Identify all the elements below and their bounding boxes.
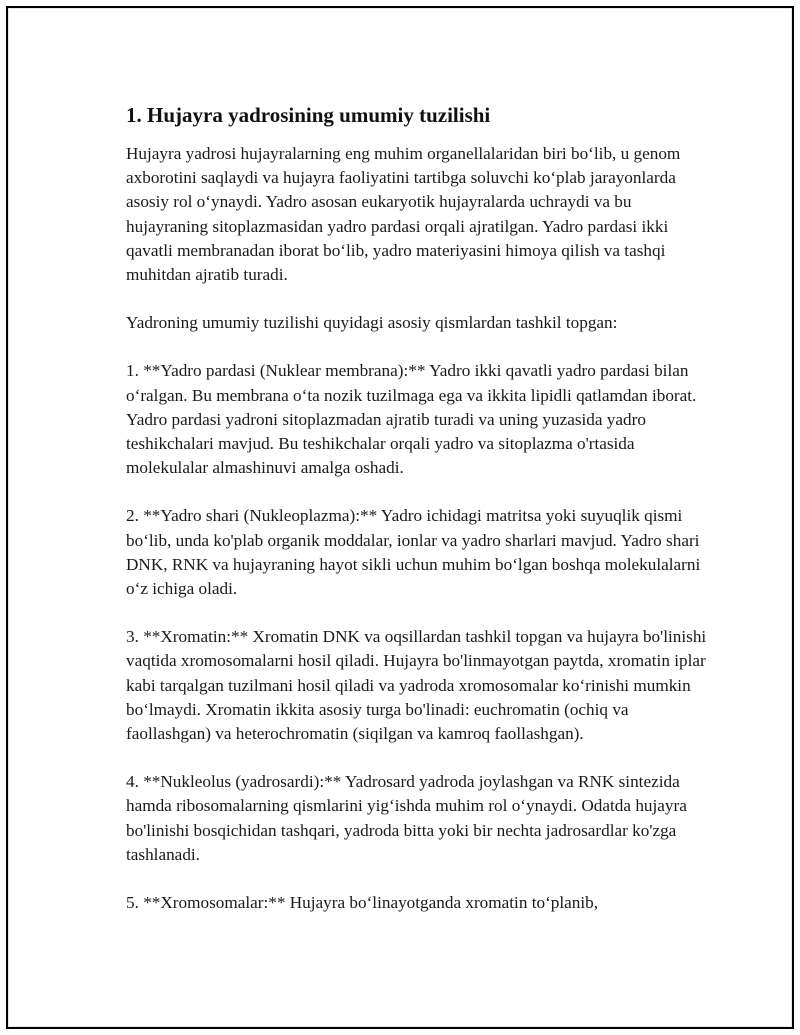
list-item-nuclear-membrane: 1. **Yadro pardasi (Nuklear membrana):** Yadro ikki qavatli yadro pardasi bilan o‘ralgan. Bu membrana o‘ta nozik tuzilmaga ega va ikkita lipidli qatlamdan iborat. Yadro pardasi yadroni sitoplazmadan ajratib turadi va uning yuzasida yadro teshikchalari mavjud. Bu teshikchalar orqali yadro va sitoplazma o'rtasida molekulalar almashinuvi amalga oshadi.: [126, 361, 697, 478]
intro-paragraph: Hujayra yadrosi hujayralarning eng muhim organellalaridan biri bo‘lib, u genom axborotini saqlaydi va hujayra faoliyatini tartibga soluvchi ko‘plab jarayonlarda asosiy rol o‘ynaydi. Yadro asosan eukaryotik hujayralarda uchraydi va bu hujayraning sitoplazmasidan yadro pardasi orqali ajratilgan. Yadro pardasi ikki qavatli membranadan iborat bo‘lib, yadro materiyasini himoya qilish va tashqi muhitdan ajratib turadi.: [126, 144, 681, 285]
structure-lead-paragraph: Yadroning umumiy tuzilishi quyidagi asosiy qismlardan tashkil topgan:: [126, 313, 618, 333]
list-item-nucleoplasm: 2. **Yadro shari (Nukleoplazma):** Yadro ichidagi matritsa yoki suyuqlik qismi bo‘lib, unda ko'plab organik moddalar, ionlar va yadro sharlari mavjud. Yadro shari DNK, RNK va hujayraning hayot sikli uchun muhim bo‘lgan boshqa molekulalarni o‘z ichiga oladi.: [126, 506, 701, 599]
page-frame: [6, 6, 794, 1029]
document-body: [126, 102, 716, 939]
list-item-nucleolus: 4. **Nukleolus (yadrosardi):** Yadrosard yadroda joylashgan va RNK sintezida hamda ribosomalarning qismlarini yig‘ishda muhim rol o‘ynaydi. Odatda hujayra bo'linishi bosqichidan tashqari, yadroda bitta yoki bir nechta jadrosardlar ko'zga tashlanadi.: [126, 772, 687, 864]
list-item-chromosomes: 5. **Xromosomalar:** Hujayra bo‘linayotganda xromatin to‘planib,: [126, 893, 599, 913]
list-item-chromatin: 3. **Xromatin:** Xromatin DNK va oqsillardan tashkil topgan va hujayra bo'linishi vaqtida xromosomalarni hosil qiladi. Hujayra bo'linmayotgan paytda, xromatin iplar kabi tarqalgan tuzilmani hosil qiladi va yadroda xromosomalar ko‘rinishi mumkin bo‘lmaydi. Xromatin ikkita asosiy turga bo'linadi: euchromatin (ochiq va faollashgan) va heterochromatin (siqilgan va kamroq faollashgan).: [126, 627, 707, 744]
section-heading: 1. Hujayra yadrosining umumiy tuzilishi: [126, 103, 491, 127]
